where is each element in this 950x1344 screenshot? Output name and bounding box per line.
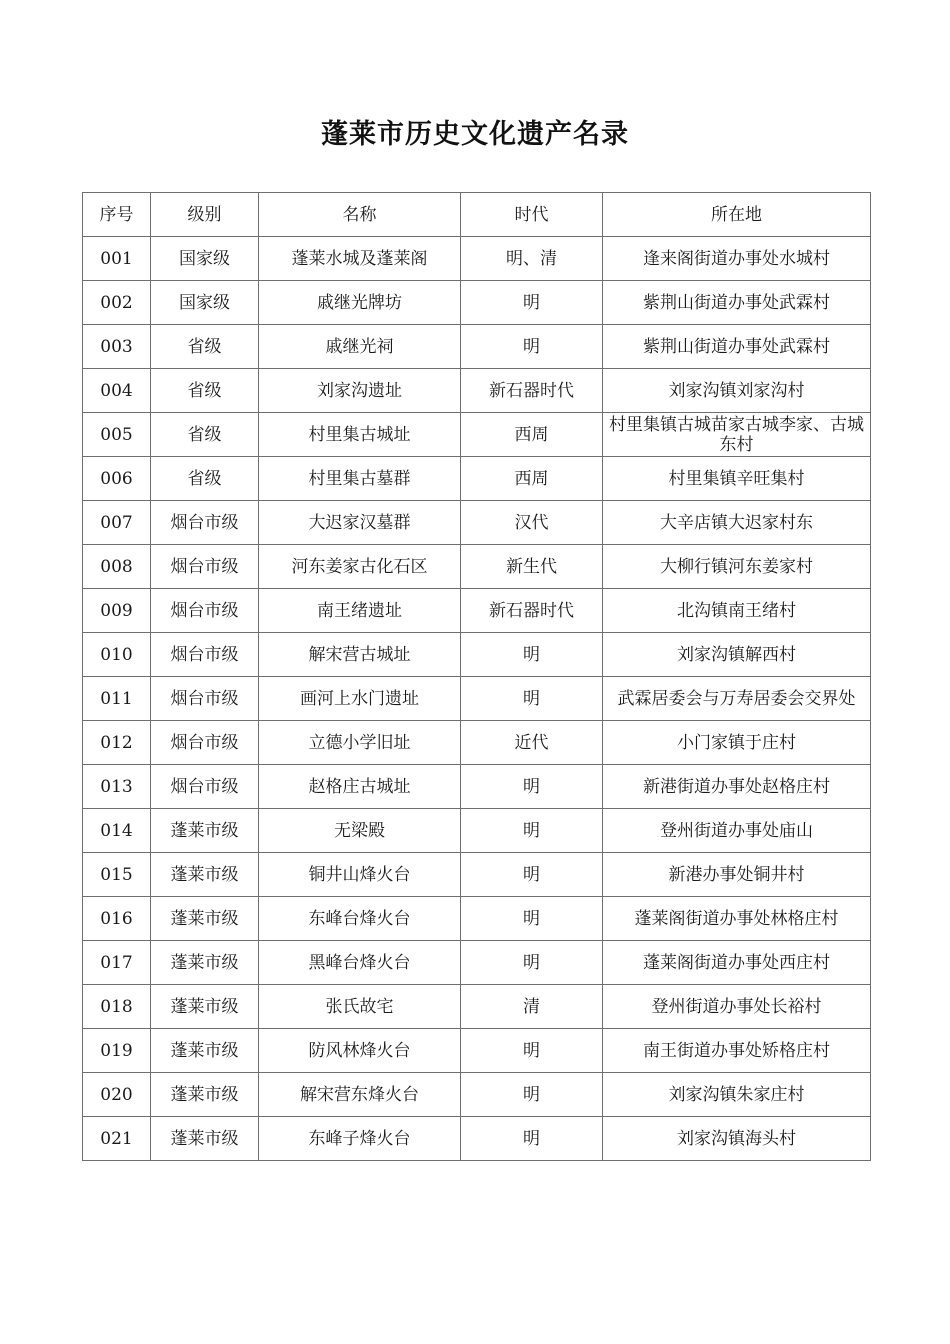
cell-level: 蓬莱市级 — [151, 853, 259, 897]
cell-no: 002 — [83, 281, 151, 325]
cell-era: 明 — [461, 281, 603, 325]
cell-era: 西周 — [461, 457, 603, 501]
cell-name: 立德小学旧址 — [259, 721, 461, 765]
cell-location: 蓬莱阁街道办事处林格庄村 — [603, 897, 871, 941]
cell-location: 登州街道办事处长裕村 — [603, 985, 871, 1029]
cell-name: 村里集古城址 — [259, 413, 461, 457]
table-row — [83, 325, 871, 369]
cell-level: 国家级 — [151, 237, 259, 281]
cell-location: 武霖居委会与万寿居委会交界处 — [603, 677, 871, 721]
cell-era: 清 — [461, 985, 603, 1029]
cell-no: 005 — [83, 413, 151, 457]
cell-location: 新港办事处铜井村 — [603, 853, 871, 897]
table-row — [83, 985, 871, 1029]
heritage-table — [82, 192, 871, 1161]
cell-no: 008 — [83, 545, 151, 589]
cell-no: 006 — [83, 457, 151, 501]
cell-name: 解宋营古城址 — [259, 633, 461, 677]
cell-location: 小门家镇于庄村 — [603, 721, 871, 765]
cell-level: 蓬莱市级 — [151, 985, 259, 1029]
table-row — [83, 237, 871, 281]
cell-level: 蓬莱市级 — [151, 941, 259, 985]
cell-name: 大迟家汉墓群 — [259, 501, 461, 545]
cell-no: 021 — [83, 1117, 151, 1161]
cell-no: 004 — [83, 369, 151, 413]
cell-level: 烟台市级 — [151, 677, 259, 721]
cell-era: 西周 — [461, 413, 603, 457]
cell-era: 新石器时代 — [461, 589, 603, 633]
table-row — [83, 369, 871, 413]
cell-location: 刘家沟镇海头村 — [603, 1117, 871, 1161]
cell-era: 明、清 — [461, 237, 603, 281]
cell-name: 赵格庄古城址 — [259, 765, 461, 809]
cell-no: 015 — [83, 853, 151, 897]
table-row — [83, 853, 871, 897]
cell-level: 省级 — [151, 325, 259, 369]
cell-location: 大辛店镇大迟家村东 — [603, 501, 871, 545]
cell-location: 紫荆山街道办事处武霖村 — [603, 281, 871, 325]
cell-name: 村里集古墓群 — [259, 457, 461, 501]
cell-name: 南王绪遗址 — [259, 589, 461, 633]
cell-no: 016 — [83, 897, 151, 941]
cell-location: 刘家沟镇刘家沟村 — [603, 369, 871, 413]
cell-no: 019 — [83, 1029, 151, 1073]
cell-level: 蓬莱市级 — [151, 809, 259, 853]
cell-no: 003 — [83, 325, 151, 369]
cell-name: 解宋营东烽火台 — [259, 1073, 461, 1117]
cell-name: 东峰子烽火台 — [259, 1117, 461, 1161]
cell-era: 明 — [461, 325, 603, 369]
cell-level: 国家级 — [151, 281, 259, 325]
cell-level: 烟台市级 — [151, 589, 259, 633]
cell-no: 013 — [83, 765, 151, 809]
table-row — [83, 1073, 871, 1117]
cell-era: 明 — [461, 677, 603, 721]
cell-level: 烟台市级 — [151, 765, 259, 809]
cell-era: 明 — [461, 1073, 603, 1117]
header-era: 时代 — [461, 193, 603, 237]
cell-level: 蓬莱市级 — [151, 1029, 259, 1073]
cell-era: 明 — [461, 1029, 603, 1073]
cell-level: 省级 — [151, 413, 259, 457]
cell-location: 登州街道办事处庙山 — [603, 809, 871, 853]
cell-era: 明 — [461, 633, 603, 677]
table-row — [83, 281, 871, 325]
table-row — [83, 589, 871, 633]
cell-no: 018 — [83, 985, 151, 1029]
cell-level: 烟台市级 — [151, 721, 259, 765]
cell-name: 张氏故宅 — [259, 985, 461, 1029]
table-row — [83, 501, 871, 545]
cell-location: 蓬莱阁街道办事处西庄村 — [603, 941, 871, 985]
cell-era: 新生代 — [461, 545, 603, 589]
cell-level: 蓬莱市级 — [151, 897, 259, 941]
cell-name: 防风林烽火台 — [259, 1029, 461, 1073]
cell-no: 017 — [83, 941, 151, 985]
cell-era: 近代 — [461, 721, 603, 765]
header-level: 级别 — [151, 193, 259, 237]
cell-name: 黑峰台烽火台 — [259, 941, 461, 985]
cell-level: 烟台市级 — [151, 501, 259, 545]
cell-location: 刘家沟镇解西村 — [603, 633, 871, 677]
cell-name: 铜井山烽火台 — [259, 853, 461, 897]
cell-location: 村里集镇古城苗家古城李家、古城东村 — [603, 413, 871, 457]
table-row — [83, 633, 871, 677]
cell-name: 戚继光牌坊 — [259, 281, 461, 325]
cell-era: 明 — [461, 765, 603, 809]
table-row — [83, 897, 871, 941]
header-no: 序号 — [83, 193, 151, 237]
table-row — [83, 413, 871, 457]
cell-no: 012 — [83, 721, 151, 765]
cell-name: 画河上水门遗址 — [259, 677, 461, 721]
table-row — [83, 457, 871, 501]
cell-location: 村里集镇辛旺集村 — [603, 457, 871, 501]
table-row — [83, 809, 871, 853]
cell-level: 烟台市级 — [151, 633, 259, 677]
cell-no: 014 — [83, 809, 151, 853]
cell-name: 河东姜家古化石区 — [259, 545, 461, 589]
cell-era: 明 — [461, 897, 603, 941]
cell-era: 明 — [461, 941, 603, 985]
cell-level: 烟台市级 — [151, 545, 259, 589]
cell-no: 001 — [83, 237, 151, 281]
table-row — [83, 721, 871, 765]
cell-no: 011 — [83, 677, 151, 721]
cell-era: 明 — [461, 809, 603, 853]
cell-name: 无梁殿 — [259, 809, 461, 853]
table-row — [83, 1117, 871, 1161]
cell-level: 蓬莱市级 — [151, 1117, 259, 1161]
cell-no: 007 — [83, 501, 151, 545]
header-name: 名称 — [259, 193, 461, 237]
table-header-row — [83, 193, 871, 237]
cell-name: 东峰台烽火台 — [259, 897, 461, 941]
cell-location: 大柳行镇河东姜家村 — [603, 545, 871, 589]
table-row — [83, 1029, 871, 1073]
cell-location: 刘家沟镇朱家庄村 — [603, 1073, 871, 1117]
cell-location: 新港街道办事处赵格庄村 — [603, 765, 871, 809]
cell-location: 紫荆山街道办事处武霖村 — [603, 325, 871, 369]
page-title: 蓬莱市历史文化遗产名录 — [321, 119, 629, 150]
table-row — [83, 545, 871, 589]
header-location: 所在地 — [603, 193, 871, 237]
cell-name: 刘家沟遗址 — [259, 369, 461, 413]
cell-level: 省级 — [151, 369, 259, 413]
cell-no: 020 — [83, 1073, 151, 1117]
cell-location: 北沟镇南王绪村 — [603, 589, 871, 633]
table-row — [83, 677, 871, 721]
cell-level: 蓬莱市级 — [151, 1073, 259, 1117]
cell-location: 逢来阁街道办事处水城村 — [603, 237, 871, 281]
cell-no: 009 — [83, 589, 151, 633]
cell-name: 蓬莱水城及蓬莱阁 — [259, 237, 461, 281]
table-row — [83, 941, 871, 985]
cell-location: 南王街道办事处矫格庄村 — [603, 1029, 871, 1073]
cell-era: 汉代 — [461, 501, 603, 545]
cell-era: 新石器时代 — [461, 369, 603, 413]
cell-era: 明 — [461, 1117, 603, 1161]
cell-era: 明 — [461, 853, 603, 897]
cell-level: 省级 — [151, 457, 259, 501]
table-row — [83, 765, 871, 809]
cell-no: 010 — [83, 633, 151, 677]
cell-name: 戚继光祠 — [259, 325, 461, 369]
